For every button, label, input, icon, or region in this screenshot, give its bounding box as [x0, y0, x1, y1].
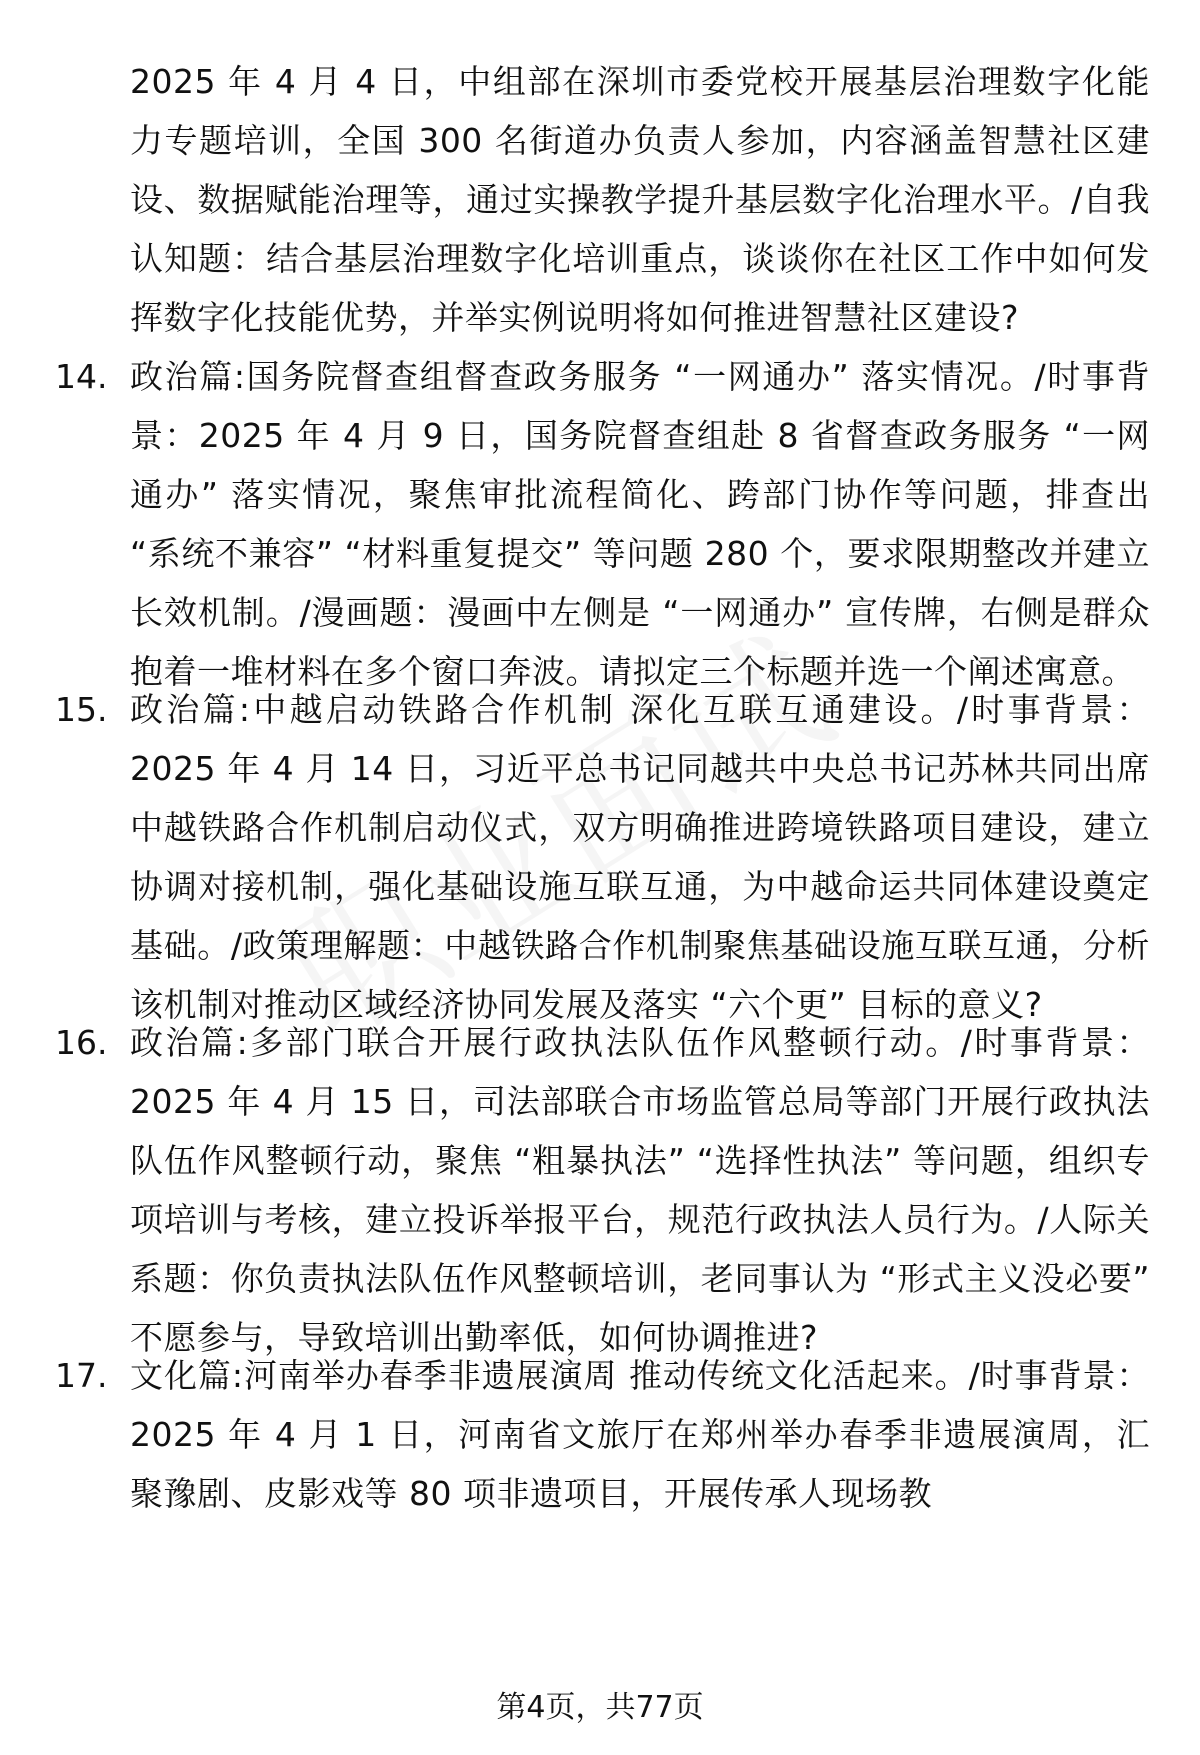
question-number: 17. — [55, 1356, 108, 1395]
intro-paragraph: 2025 年 4 月 4 日，中组部在深圳市委党校开展基层治理数字化能力专题培训，全国 300 名街道办负责人参加，内容涵盖智慧社区建设、数据赋能治理等，通过实操教学提升基层数字化治理水平。/自我认知题：结合基层治理数字化培训重点，谈谈你在社区工作中如何发挥数字化技能优势，并举实例说明将如何推进智慧社区建设? — [130, 62, 1150, 337]
question-text: 政治篇:中越启动铁路合作机制 深化互联互通建设。/时事背景：2025 年 4 月 14 日，习近平总书记同越共中央总书记苏林共同出席中越铁路合作机制启动仪式，双方明确推进跨境铁路项目建设，建立协调对接机制，强化基础设施互联互通，为中越命运共同体建设奠定基础。/政策理解题：中越铁路合作机制聚焦基础设施互联互通，分析该机制对推动区域经济协同发展及落实 “六个更” 目标的意义? — [130, 690, 1150, 1024]
question-number: 15. — [55, 690, 108, 729]
question-number: 14. — [55, 357, 108, 396]
question-text: 政治篇:多部门联合开展行政执法队伍作风整顿行动。/时事背景：2025 年 4 月 15 日，司法部联合市场监管总局等部门开展行政执法队伍作风整顿行动，聚焦 “粗暴执法” “选择性执法” 等问题，组织专项培训与考核，建立投诉举报平台，规范行政执法人员行为。/人际关系题：你负责执法队伍作风整顿培训，老同事认为 “形式主义没必要” 不愿参与，导致培训出勤率低，如何协调推进? — [130, 1023, 1150, 1357]
question-text: 政治篇:国务院督查组督查政务服务 “一网通办” 落实情况。/时事背景：2025 年 4 月 9 日，国务院督查组赴 8 省督查政务服务 “一网通办” 落实情况，聚焦审批流程简化、跨部门协作等问题，排查出 “系统不兼容” “材料重复提交” 等问题 280 个，要求限期整改并建立长效机制。/漫画题：漫画中左侧是 “一网通办” 宣传牌，右侧是群众抱着一堆材料在多个窗口奔波。请拟定三个标题并选一个阐述寓意。 — [130, 357, 1150, 691]
page-footer: 第4页，共77页 — [496, 1690, 704, 1725]
question-number: 16. — [55, 1023, 108, 1062]
question-text: 文化篇:河南举办春季非遗展演周 推动传统文化活起来。/时事背景：2025 年 4 月 1 日，河南省文旅厅在郑州举办春季非遗展演周，汇聚豫剧、皮影戏等 80 项非遗项目，开展传承人现场教 — [130, 1356, 1150, 1513]
